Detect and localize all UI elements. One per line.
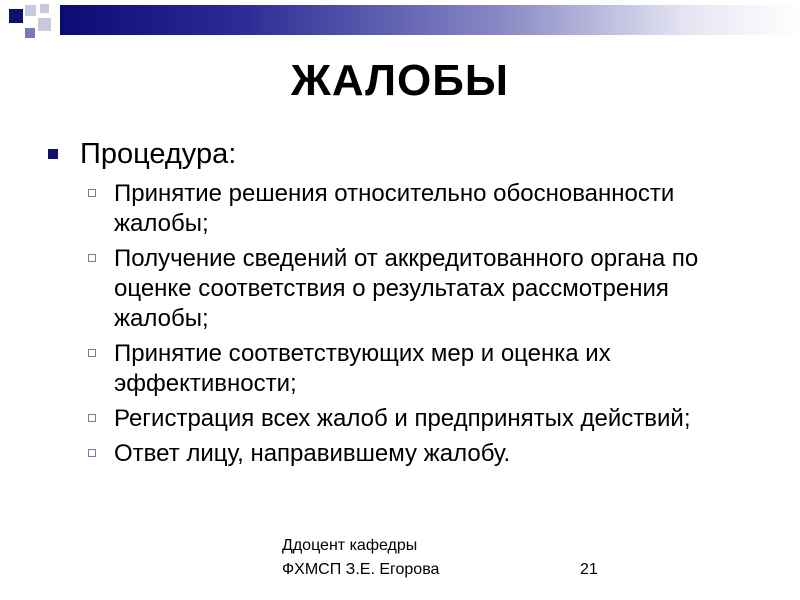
gradient-bar bbox=[60, 5, 800, 35]
decor-square bbox=[38, 18, 51, 31]
square-bullet-icon bbox=[48, 149, 58, 159]
main-bullet-text: Процедура: bbox=[80, 138, 237, 170]
hollow-square-bullet-icon bbox=[88, 414, 96, 422]
author-line: Ддоцент кафедры bbox=[282, 537, 418, 554]
decor-square bbox=[25, 5, 36, 16]
footer-author bbox=[282, 534, 439, 582]
list-item bbox=[48, 339, 744, 399]
decor-square bbox=[9, 9, 23, 23]
decor-square bbox=[40, 4, 49, 13]
slide-number: 21 bbox=[580, 561, 598, 578]
list-item-text: Ответ лицу, направившему жалобу. bbox=[114, 440, 511, 467]
list-item bbox=[48, 439, 744, 469]
list-item bbox=[48, 244, 744, 334]
list-item-text: Принятие решения относительно обоснованности жалобы; bbox=[114, 180, 675, 237]
list-item-text: Регистрация всех жалоб и предпринятых действий; bbox=[114, 405, 691, 432]
main-bullet bbox=[48, 137, 748, 171]
hollow-square-bullet-icon bbox=[88, 254, 96, 262]
list-item bbox=[48, 179, 744, 239]
hollow-square-bullet-icon bbox=[88, 349, 96, 357]
decor-square bbox=[25, 28, 35, 38]
list-item-text: Принятие соответствующих мер и оценка их эффективности; bbox=[114, 340, 611, 397]
author-line: ФХМСП З.Е. Егорова bbox=[282, 561, 440, 578]
list-item-text: Получение сведений от аккредитованного органа по оценке соответствия о результатах рассмотрения жалобы; bbox=[114, 245, 699, 332]
procedure-list bbox=[48, 179, 748, 469]
slide-content bbox=[48, 137, 748, 474]
header-decoration bbox=[0, 0, 800, 44]
list-item bbox=[48, 404, 744, 434]
hollow-square-bullet-icon bbox=[88, 449, 96, 457]
slide-title: ЖАЛОБЫ bbox=[291, 56, 509, 105]
hollow-square-bullet-icon bbox=[88, 189, 96, 197]
